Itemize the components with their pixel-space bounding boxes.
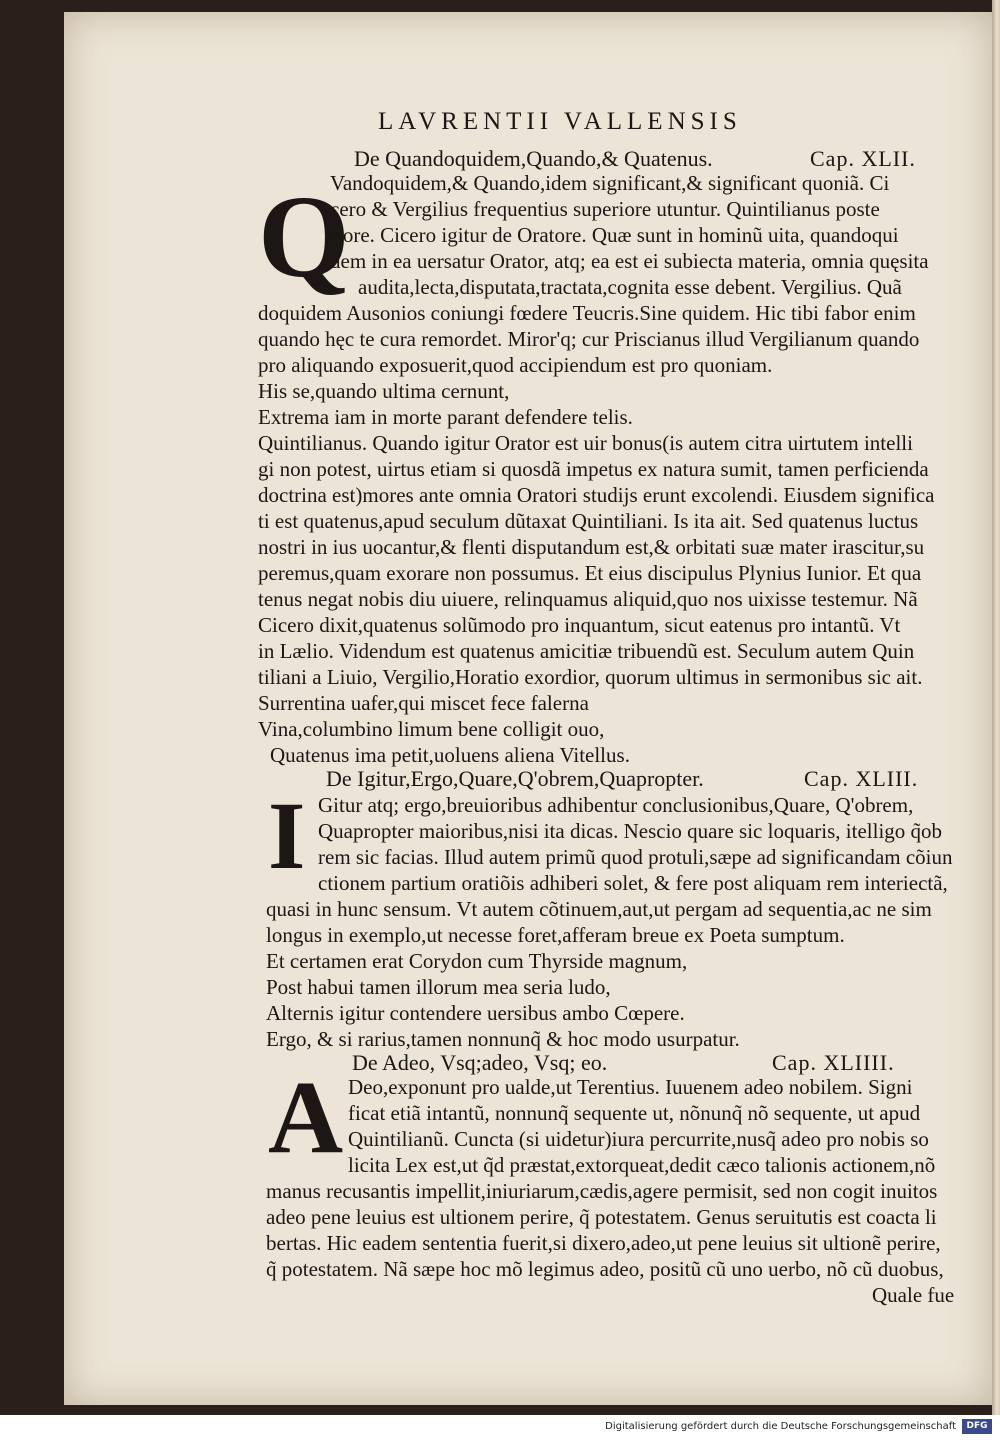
text-line: quasi in hunc sensum. Vt autem cõtinuem,aut,ut pergam ad sequentia,ac ne sim <box>266 897 932 921</box>
verse-line: His se,quando ultima cernunt, <box>258 379 510 403</box>
text-line: adeo pene leuius est ultionem perire, q̃ potestatem. Genus seruitutis est coacta li <box>266 1205 937 1229</box>
chapter-number: Cap. XLII. <box>810 146 916 171</box>
text-line: licita Lex est,ut q̃d præstat,extorqueat,dedit cæco talionis actionem,nõ <box>348 1153 936 1177</box>
text-line: in Lælio. Videndum est quatenus amicitiæ tribuendũ est. Seculum autem Quin <box>258 639 915 663</box>
text-line: nostri in ius uocantur,& flenti disputandum est,& orbitati suæ mater irascitur,su <box>258 535 925 559</box>
running-header: LAVRENTII VALLENSIS <box>378 108 742 135</box>
text-line: ti est quatenus,apud seculum dũtaxat Quintiliani. Is ita ait. Sed quatenus luctus <box>258 509 919 533</box>
text-line: peremus,quam exorare non possumus. Et eius discipulus Plynius Iunior. Et qua <box>258 561 922 585</box>
text-line: q̃ potestatem. Nã sæpe hoc mõ legimus adeo, positũ cũ uno uerbo, nõ cũ duobus, <box>266 1257 944 1281</box>
text-line: rem sic facias. Illud autem primũ quod protuli,sæpe ad significandam cõiun <box>318 845 953 869</box>
page-edge <box>992 0 1000 1415</box>
text-line: cero & Vergilius frequentius superiore utuntur. Quintilianus poste <box>330 197 880 221</box>
text-line: Gitur atq; ergo,breuioribus adhibentur conclusionibus,Quare, Q'obrem, <box>318 793 914 817</box>
text-line: Ergo, & si rarius,tamen nonnunq̃ & hoc modo usurpatur. <box>266 1027 740 1051</box>
verse-line: Vina,columbino limum bene colligit ouo, <box>258 717 605 741</box>
text-line: pro aliquando exposuerit,quod accipiendum est pro quoniam. <box>258 353 773 377</box>
text-line: Cicero dixit,quatenus solũmodo pro inquantum, sicut eatenus pro intantũ. Vt <box>258 613 901 637</box>
text-line: quando hęc te cura remordet. Miror'q; cur Priscianus illud Vergilianum quando <box>258 327 920 351</box>
text-line: doctrina est)mores ante omnia Oratori studijs erunt excolendi. Eiusdem significa <box>258 483 935 507</box>
text-line: doquidem Ausonios coniungi fœdere Teucris.Sine quidem. Hic tibi fabor enim <box>258 301 916 325</box>
text-line: manus recusantis impellit,iniuriarum,cædis,agere permisit, sed non cogit inuitos <box>266 1179 938 1203</box>
verse-line: Surrentina uafer,qui miscet fece falerna <box>258 691 589 715</box>
initial-letter: I <box>268 782 306 889</box>
digitization-footer <box>0 1415 1000 1440</box>
text-line: tenus negat nobis diu uiuere, relinquamus aliquid,quo nos uixisse testemur. Nã <box>258 587 918 611</box>
verse-line: Quatenus ima petit,uoluens aliena Vitellus. <box>270 743 630 767</box>
verse-line: Et certamen erat Corydon cum Thyrside magnum, <box>266 949 688 973</box>
text-line: bertas. Hic eadem sententia fuerit,si dixero,adeo,ut pene leuius sit ultionẽ perire, <box>266 1231 941 1255</box>
text-line: gi non potest, uirtus etiam si quosdã impetus ex natura sumit, tamen perficienda <box>258 457 929 481</box>
dfg-logo: DFG <box>962 1419 992 1434</box>
chapter-number: Cap. XLIIII. <box>772 1050 895 1075</box>
catchword: Quale fue <box>872 1283 955 1307</box>
text-line: Vandoquidem,& Quando,idem significant,& significant quoniã. Ci <box>330 171 890 195</box>
initial-letter: Q <box>258 171 350 302</box>
text-line: dem in ea uersatur Orator, atq; ea est ei subiecta materia, omnia quęsita <box>330 249 929 273</box>
text-line: tiliani a Liuio, Vergilio,Horatio exordior, quorum ultimus in sermonibus sic ait. <box>258 665 923 689</box>
verse-line: Post habui tamen illorum mea seria ludo, <box>266 975 611 999</box>
initial-letter: A <box>268 1060 344 1175</box>
chapter-heading: De Quandoquidem,Quando,& Quatenus. <box>354 146 713 171</box>
text-line: audita,lecta,disputata,tractata,cognita esse debent. Vergilius. Quã <box>358 275 902 299</box>
verse-line: Alternis igitur contendere uersibus ambo Cœpere. <box>266 1001 685 1025</box>
text-line: Quintilianũ. Cuncta (si uidetur)iura percurrite,nusq̃ adeo pro nobis so <box>348 1127 929 1151</box>
text-line: Quintilianus. Quando igitur Orator est uir bonus(is autem citra uirtutem intelli <box>258 431 913 455</box>
chapter-number: Cap. XLIII. <box>804 766 919 791</box>
verse-line: Extrema iam in morte parant defendere telis. <box>258 405 633 429</box>
chapter-heading: De Igitur,Ergo,Quare,Q'obrem,Quapropter. <box>326 766 704 791</box>
text-line: Deo,exponunt pro ualde,ut Terentius. Iuuenem adeo nobilem. Signi <box>348 1075 913 1099</box>
text-line: riore. Cicero igitur de Oratore. Quæ sunt in hominũ uita, quandoqui <box>330 223 899 247</box>
text-line: ctionem partium oratiõis adhiberi solet, & fere post aliquam rem interiectã, <box>318 871 948 895</box>
text-line: Quapropter maioribus,nisi ita dicas. Nescio quare sic loquaris, itelligo q̃ob <box>318 819 943 843</box>
chapter-heading: De Adeo, Vsq;adeo, Vsq; eo. <box>352 1050 608 1075</box>
text-line: ficat etiã intantũ, nonnunq̃ sequente ut, nõnunq̃ nõ sequente, ut apud <box>348 1101 921 1125</box>
funding-notice: Digitalisierung gefördert durch die Deutsche Forschungsgemeinschaft <box>605 1421 956 1432</box>
text-line: longus in exemplo,ut necesse foret,afferam breue ex Poeta sumptum. <box>266 923 845 947</box>
